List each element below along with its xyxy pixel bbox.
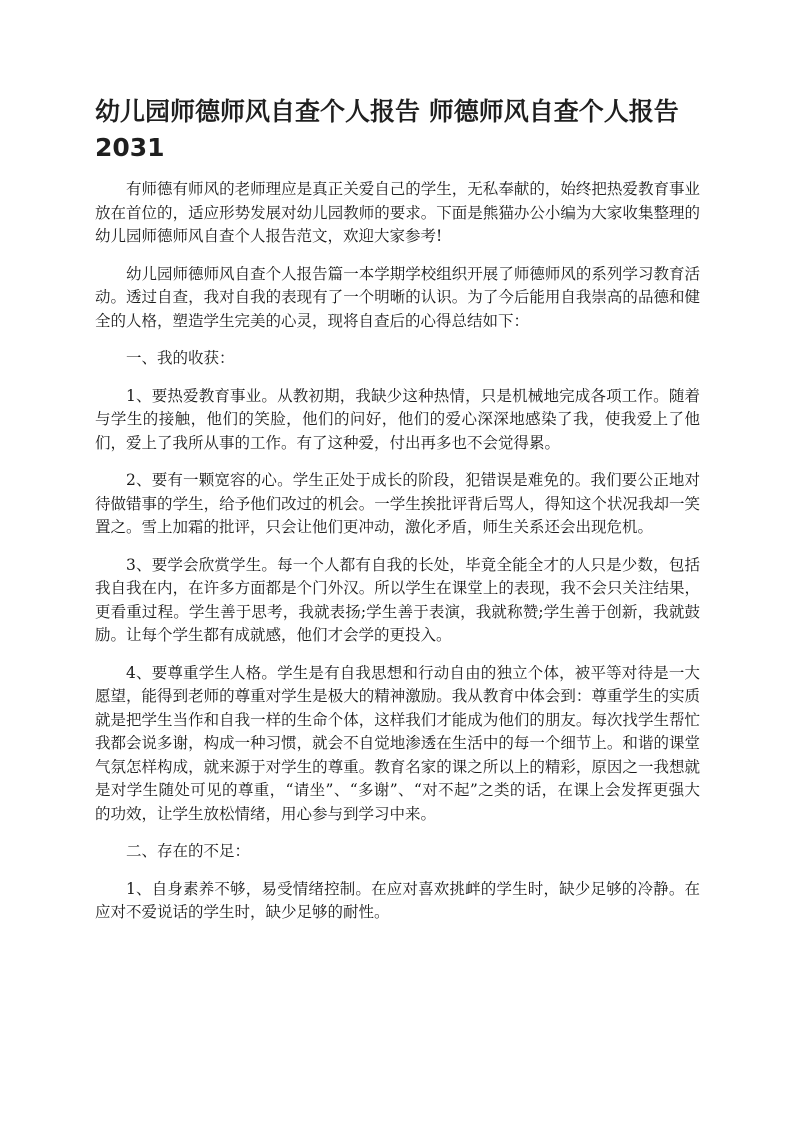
gain-item-1: 1、要热爱教育事业。从教初期，我缺少这种热情，只是机械地完成各项工作。随着与学生的接触，他们的笑脸，他们的问好，他们的爱心深深地感染了我，使我爱上了他们，爱上了我所从事的工作。有了这种爱，付出再多也不会觉得累。 xyxy=(95,386,700,452)
document-title: 幼儿园师德师风自查个人报告 师德师风自查个人报告 2031 xyxy=(95,97,679,162)
document-body xyxy=(95,178,700,939)
gain-item-4: 4、要尊重学生人格。学生是有自我思想和行动自由的独立个体，被平等对待是一大愿望，能得到老师的尊重对学生是极大的精神激励。我从教育中体会到：尊重学生的实质就是把学生当作和自我一样的生命个体，这样我们才能成为他们的朋友。每次找学生帮忙我都会说多谢，构成一种习惯，就会不自觉地渗透在生活中的每一个细节上。和谐的课堂气氛怎样构成，就来源于对学生的尊重。教育名家的课之所以上的精彩，原因之一我想就是对学生随处可见的尊重，“请坐”、“多谢”、“对不起”之类的话，在课上会发挥更强大的功效，让学生放松情绪，用心参与到学习中来。 xyxy=(95,663,700,823)
gain-item-3: 3、要学会欣赏学生。每一个人都有自我的长处，毕竟全能全才的人只是少数，包括我自我在内，在许多方面都是个门外汉。所以学生在课堂上的表现，我不会只关注结果，更看重过程。学生善于思考，我就表扬;学生善于表演，我就称赞;学生善于创新，我就鼓励。让每个学生都有成就感，他们才会学的更投入。 xyxy=(95,555,700,644)
gain-item-2: 2、要有一颗宽容的心。学生正处于成长的阶段，犯错误是难免的。我们要公正地对待做错事的学生，给予他们改过的机会。一学生挨批评背后骂人，得知这个状况我却一笑置之。雪上加霜的批评，只会让他们更冲动，激化矛盾，师生关系还会出现危机。 xyxy=(95,471,700,536)
section-heading-shortcomings: 二、存在的不足： xyxy=(126,842,251,860)
shortcoming-item-1: 1、自身素养不够，易受情绪控制。在应对喜欢挑衅的学生时，缺少足够的冷静。在应对不爱说话的学生时，缺少足够的耐性。 xyxy=(95,879,700,921)
intro-paragraph: 有师德有师风的老师理应是真正关爱自己的学生，无私奉献的，始终把热爱教育事业放在首位的，适应形势发展对幼儿园教师的要求。下面是熊猫办公小编为大家收集整理的幼儿园师德师风自查个人报告范文，欢迎大家参考! xyxy=(95,180,700,245)
overview-paragraph: 幼儿园师德师风自查个人报告篇一本学期学校组织开展了师德师风的系列学习教育活动。透过自查，我对自我的表现有了一个明晰的认识。为了今后能用自我崇高的品德和健全的人格，塑造学生完美的心灵，现将自查后的心得总结如下： xyxy=(95,264,700,330)
section-heading-gains: 一、我的收获： xyxy=(126,349,235,367)
